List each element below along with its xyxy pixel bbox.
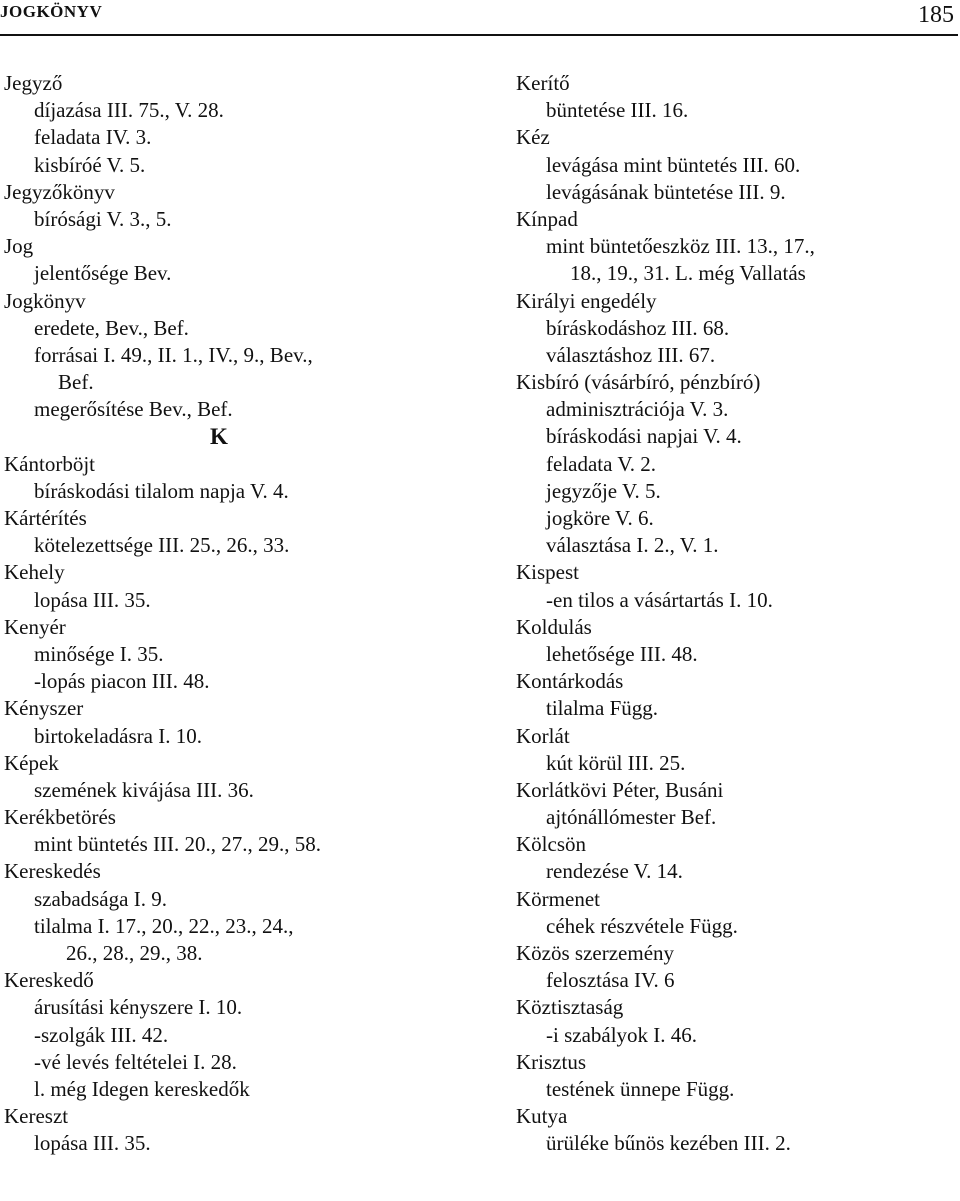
index-entry-headword: Jegyző [4,71,63,95]
index-subentry: feladata IV. 3. [34,125,152,150]
index-entry-headword: Kereskedés [4,859,101,884]
index-entry-headword: Köztisztaság [516,995,624,1020]
index-subentry: felosztása IV. 6 [546,968,675,993]
index-subentry: kisbíróé V. 5. [34,152,146,177]
index-subentry: Bef. [58,370,94,395]
index-subentry: -vé levés feltételei I. 28. [34,1049,237,1074]
index-subentry: -lopás piacon III. 48. [34,669,210,694]
index-entry-headword: Korlát [516,723,570,748]
index-entry-headword: Körmenet [516,886,600,911]
index-subentry: jogköre V. 6. [546,506,654,530]
section-letter: K [210,424,228,450]
index-entry-headword: Jog [4,234,34,259]
index-subentry: -en tilos a vásártartás I. 10. [546,587,773,612]
index-entry-headword: Kényszer [4,696,84,721]
index-entry-headword: Koldulás [516,614,592,639]
index-subentry: levágása mint büntetés III. 60. [546,152,801,177]
index-entry-headword: Kontárkodás [516,669,624,694]
index-subentry: lopása III. 35. [34,1131,151,1156]
index-subentry: feladata V. 2. [546,451,657,476]
index-subentry: jegyzője V. 5. [546,478,661,503]
index-subentry: céhek részvétele Függ. [546,913,738,938]
index-subentry: bírósági V. 3., 5. [34,206,172,231]
index-subentry: 18., 19., 31. L. még Vallatás [570,261,806,286]
index-subentry: l. még Idegen kereskedők [34,1076,250,1101]
index-entry-headword: Királyi engedély [516,288,657,313]
index-entry-headword: Jegyzőkönyv [4,179,115,204]
index-entry-headword: Kántorböjt [4,451,95,476]
index-entry-headword: Kenyér [4,614,66,639]
index-subentry: tilalma Függ. [546,696,658,721]
index-entry-headword: Képek [4,750,59,775]
index-entry-headword: Kehely [4,560,65,585]
index-subentry: kötelezettsége III. 25., 26., 33. [34,533,290,558]
index-subentry: tilalma I. 17., 20., 22., 23., 24., [34,913,294,938]
index-subentry: mint büntetőeszköz III. 13., 17., [546,234,815,259]
index-column-left [4,70,474,1158]
index-entry-headword: Kereszt [4,1104,69,1129]
index-subentry: forrásai I. 49., II. 1., IV., 9., Bev., [34,342,313,367]
index-subentry: bíráskodáshoz III. 68. [546,315,730,340]
index-subentry: testének ünnepe Függ. [546,1076,735,1101]
index-subentry: választáshoz III. 67. [546,342,716,367]
index-subentry: díjazása III. 75., V. 28. [34,98,224,123]
page-header [0,0,960,36]
index-subentry: -szolgák III. 42. [34,1022,169,1047]
index-entry-headword: Kereskedő [4,968,94,993]
running-head: JOGKÖNYV [0,2,103,21]
index-subentry: lopása III. 35. [34,587,151,612]
index-entry-headword: Kéz [516,125,550,150]
index-subentry: árusítási kényszere I. 10. [34,995,243,1020]
index-entry-headword: Közös szerzemény [516,941,675,965]
index-subentry: 26., 28., 29., 38. [66,941,203,965]
index-subentry: minősége I. 35. [34,641,164,666]
index-subentry: adminisztrációja V. 3. [546,397,729,422]
index-subentry: kút körül III. 25. [546,750,686,775]
index-entry-headword: Kártérítés [4,506,87,530]
index-subentry: bíráskodási tilalom napja V. 4. [34,478,289,503]
index-subentry: jelentősége Bev. [34,261,172,286]
index-subentry: -i szabályok I. 46. [546,1022,698,1047]
index-subentry: mint büntetés III. 20., 27., 29., 58. [34,832,321,857]
index-subentry: bíráskodási napjai V. 4. [546,424,742,449]
index-entry-headword: Krisztus [516,1049,586,1074]
index-entry-headword: Kispest [516,560,579,585]
index-entry-headword: Kerítő [516,71,570,95]
index-subentry: választása I. 2., V. 1. [546,533,719,558]
index-subentry: levágásának büntetése III. 9. [546,179,786,204]
index-entry-headword: Kölcsön [516,832,586,857]
index-entry-headword: Korlátkövi Péter, Busáni [516,777,724,802]
index-entry-headword: Jogkönyv [4,288,86,313]
index-subentry: eredete, Bev., Bef. [34,315,189,340]
index-entry-headword: Kínpad [516,206,578,231]
index-subentry: lehetősége III. 48. [546,641,698,666]
header-rule [0,34,958,36]
index-column-right [516,70,956,1158]
index-entry-headword: Kerékbetörés [4,805,116,830]
index-entry-headword: Kisbíró (vásárbíró, pénzbíró) [516,370,761,395]
index-subentry: szabadsága I. 9. [34,886,167,911]
index-subentry: birtokeladásra I. 10. [34,723,202,748]
index-subentry: ajtónállómester Bef. [546,805,717,830]
index-subentry: szemének kivájása III. 36. [34,777,254,802]
page-number: 185 [918,2,954,28]
index-entry-headword: Kutya [516,1104,568,1129]
index-subentry: ürüléke bűnös kezében III. 2. [546,1131,791,1156]
index-subentry: megerősítése Bev., Bef. [34,397,233,422]
index-subentry: büntetése III. 16. [546,98,689,123]
index-subentry: rendezése V. 14. [546,859,683,884]
